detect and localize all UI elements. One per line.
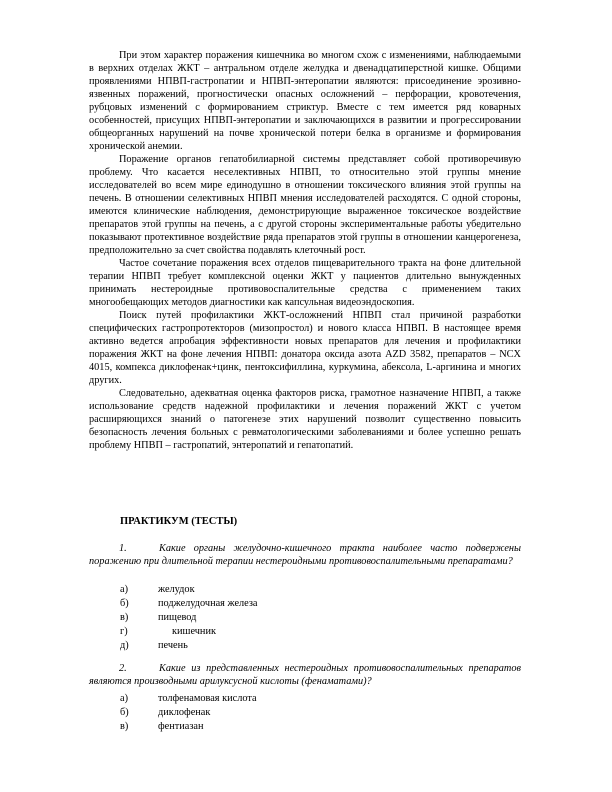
option-text: желудок [158,584,195,595]
answer-options [120,583,258,653]
option-text: диклофенак [158,707,211,718]
option-mark: б) [120,598,129,609]
question-text: Какие органы желудочно-кишечного тракта наиболее часто подвержены поражению при длительной терапии нестероидными противовоспалительными препаратами? [89,543,521,567]
option-text: кишечник [172,626,216,637]
answer-option [120,639,258,653]
answer-option [120,625,258,639]
answer-option [120,706,257,720]
answer-options [120,692,257,734]
answer-option [120,597,258,611]
question-number: 1. [119,543,127,554]
option-text: поджелудочная железа [158,598,258,609]
option-text: фентиазан [158,721,204,732]
option-mark: в) [120,721,129,732]
question [89,662,521,688]
paragraph: Частое сочетание поражения всех отделов пищеварительного тракта на фоне длительной терапии НПВП требует комплексной оценки ЖКТ у пациентов длительно вынужденных принимать нестероидные противовоспалительные средства с применением таких многообещающих методов диагностики как капсульная видеоэндоскопия. [89,258,521,308]
paragraph: При этом характер поражения кишечника во многом схож с изменениями, наблюдаемыми в верхних отделах ЖКТ – антральном отделе желудка и двенадцатиперстной кишке. Общими проявлениями НПВП-гастропатии и НПВП-энтеропатии являются: присоединение эрозивно-язвенных поражений, прогностически опасных осложнений – перфорации, кровотечения, рубцовых изменений с формированием стриктур. Вместе с тем имеется ряд коварных особенностей, присущих НПВП-энтеропатии и заключающихся в развитии и прогрессировании общеорганных нарушений на почве хронической потери белка в организме и формирования хронической анемии. [89,50,521,152]
paragraph: Поиск путей профилактики ЖКТ-осложнений НПВП стал причиной разработки специфических гастропротекторов (мизопростол) и нового класса НПВП. В настоящее время активно ведется апробация эффективности новых препаратов для лечения и профилактики поражения ЖКТ на фоне лечения НПВП: донатора оксида азота AZD 3582, препаратов – NCX 4015, компекса диклофенак+цинк, пентоксифиллина, куркумина, абексола, L-аргинина и многих других. [89,310,521,386]
question-number: 2. [119,663,127,674]
paragraph: Следовательно, адекватная оценка факторов риска, грамотное назначение НПВП, а также использование средств надежной профилактики и лечения поражений ЖКТ с учетом расширяющихся знаний о патогенезе этих нарушений позволит существенно повысить безопасность лечения больных с ревматологическими заболеваниями и более успешно решать проблему НПВП – гастропатий, энтеропатий и гепатопатий. [89,388,521,451]
option-mark: б) [120,707,129,718]
option-text: пищевод [158,612,197,623]
answer-option [120,583,258,597]
option-mark: г) [120,626,128,637]
option-mark: а) [120,693,128,704]
question [89,542,521,568]
answer-option [120,720,257,734]
paragraph: Поражение органов гепатобилиарной системы представляет собой противоречивую проблему. Что касается неселективных НПВП, то относительно этой группы мнение исследователей во всем мире единодушно в отношении токсического влияния этой группы на печень. В отношении селективных НПВП мнения исследователей расходятся. С одной стороны, имеются клинические наблюдения, демонстрирующие выраженное токсическое воздействие препаратов этой группы на печень, а с другой стороны экспериментальные работы убедительно показывают протективное воздействие ряда препаратов этой группы в отношении канцерогенеза, предположительно за счет свойства подавлять клеточный рост. [89,154,521,256]
option-text: печень [158,640,188,651]
option-mark: в) [120,612,129,623]
option-text: толфенамовая кислота [158,693,257,704]
answer-option [120,692,257,706]
section-title: ПРАКТИКУМ (ТЕСТЫ) [120,516,238,527]
option-mark: а) [120,584,128,595]
question-text: Какие из представленных нестероидных противовоспалительных препаратов являются производными арилуксусной кислоты (фенаматами)? [89,663,521,687]
body-text [89,49,521,452]
option-mark: д) [120,640,129,651]
answer-option [120,611,258,625]
